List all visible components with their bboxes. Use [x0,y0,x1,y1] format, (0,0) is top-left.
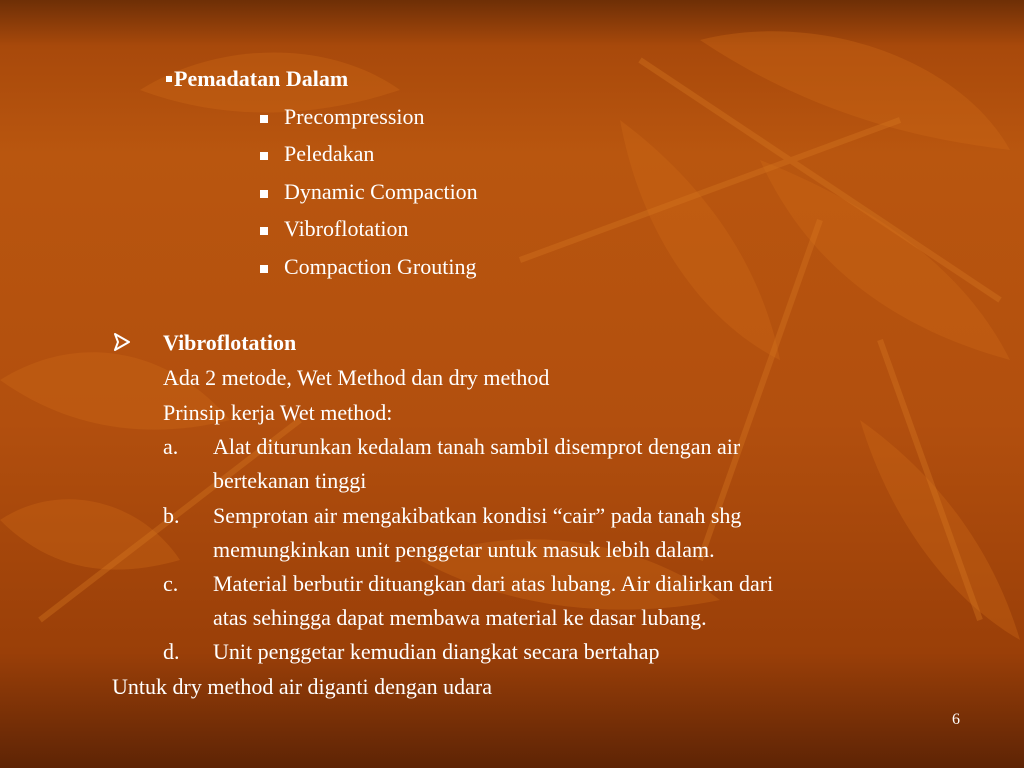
text-line: Prinsip kerja Wet method: [163,400,393,425]
list-item: Precompression [284,104,425,129]
bullet-square [166,76,172,82]
bullet-square [260,190,268,198]
bullet-square [260,265,268,273]
step-marker: a. [163,434,179,459]
step-text: memungkinkan unit penggetar untuk masuk lebih dalam. [213,537,715,562]
step-text: Unit penggetar kemudian diangkat secara bertahap [213,639,660,664]
section-heading: Pemadatan Dalam [174,66,349,91]
step-text: atas sehingga dapat membawa material ke dasar lubang. [213,605,707,630]
bullet-square [260,152,268,160]
step-text: bertekanan tinggi [213,468,367,493]
list-item: Vibroflotation [284,216,409,241]
step-text: Alat diturunkan kedalam tanah sambil disemprot dengan air [213,434,741,459]
list-item: Compaction Grouting [284,254,477,279]
step-text: Semprotan air mengakibatkan kondisi “cair” pada tanah shg [213,503,742,528]
text-line: Ada 2 metode, Wet Method dan dry method [163,365,550,390]
step-marker: c. [163,571,179,596]
section-heading: Vibroflotation [163,330,297,355]
arrow-bullet-icon [114,333,130,351]
list-item: Dynamic Compaction [284,179,478,204]
bullet-square [260,115,268,123]
bullet-square [260,227,268,235]
step-marker: b. [163,503,180,528]
list-item: Peledakan [284,141,375,166]
step-marker: d. [163,639,180,664]
page-number: 6 [952,711,960,728]
step-text: Material berbutir dituangkan dari atas lubang. Air dialirkan dari [213,571,774,596]
footer-text: Untuk dry method air diganti dengan udara [112,674,493,699]
